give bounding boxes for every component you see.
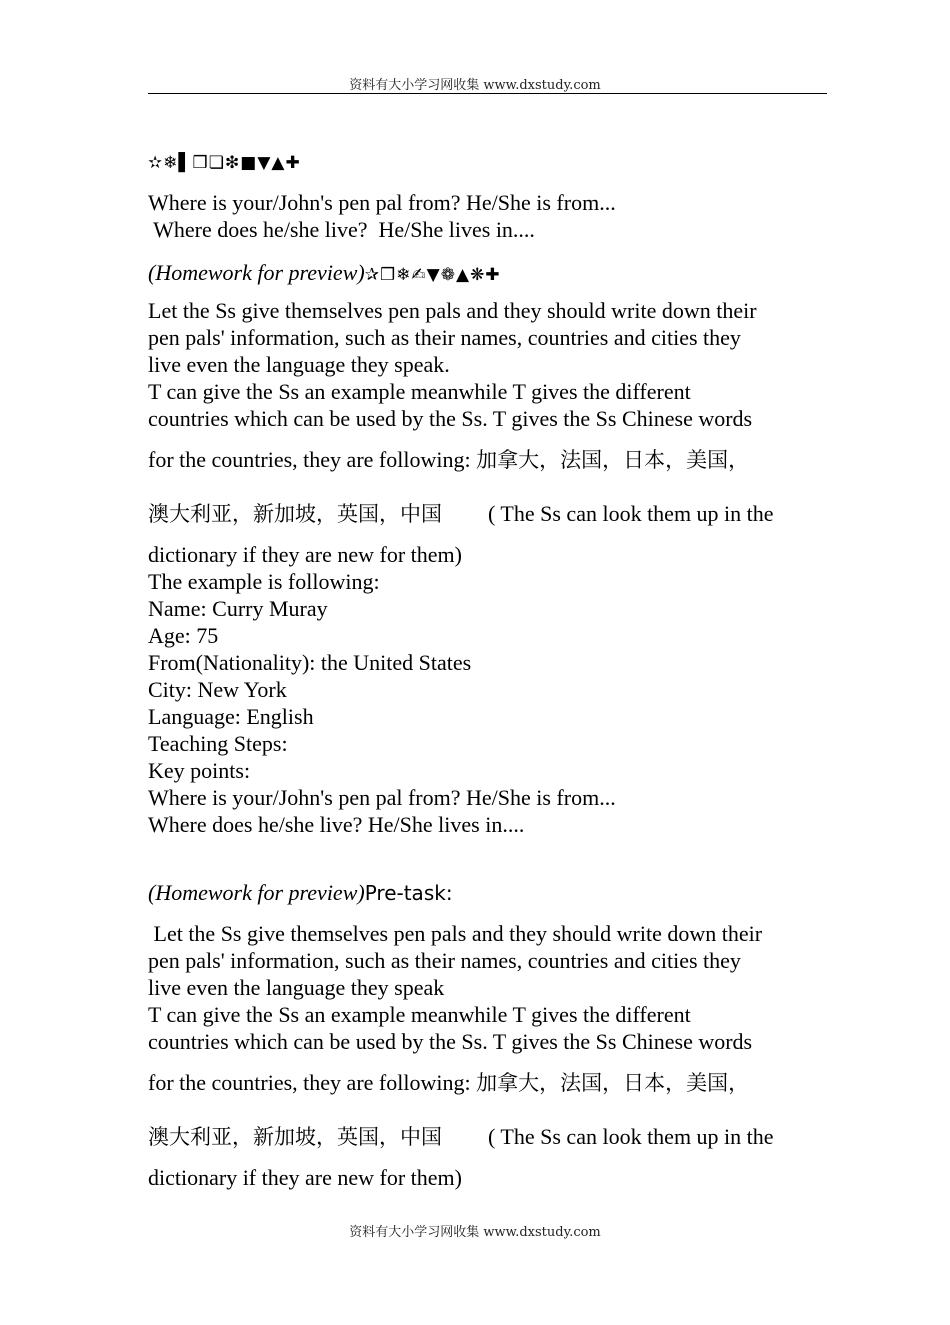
paragraph-line: T can give the Ss an example meanwhile T gives the different xyxy=(148,1002,691,1027)
paragraph-line: countries which can be used by the Ss. T gives the Ss Chinese words xyxy=(148,406,753,431)
example-line: Where is your/John's pen pal from? He/She is from... xyxy=(148,785,616,810)
paragraph-line: Let the Ss give themselves pen pals and they should write down their xyxy=(148,298,757,323)
countries-chinese-a: 加拿大，法国，日本，美国， xyxy=(476,1071,750,1095)
homework-label: (Homework for preview) xyxy=(148,260,365,285)
header-divider xyxy=(148,93,827,94)
pretask-heading xyxy=(148,879,453,907)
lookup-note: ( The Ss can look them up in the xyxy=(488,1124,774,1149)
homework-label: (Homework for preview) xyxy=(148,880,365,905)
homework-symbols: ✰❒❄✍▼❁▲❋✚ xyxy=(364,265,501,285)
example-line: From(Nationality): the United States xyxy=(148,650,472,675)
lookup-note: ( The Ss can look them up in the xyxy=(488,501,774,526)
countries-line xyxy=(148,1069,749,1097)
paragraph-line: countries which can be used by the Ss. T gives the Ss Chinese words xyxy=(148,1029,753,1054)
countries-intro: for the countries, they are following: xyxy=(148,447,477,472)
paragraph-line: pen pals' information, such as their names, countries and cities they xyxy=(148,325,741,350)
example-line: Name: Curry Muray xyxy=(148,596,328,621)
page-header: 资料有大小学习网收集 www.dxstudy.com xyxy=(349,78,601,93)
paragraph-line: Let the Ss give themselves pen pals and they should write down their xyxy=(148,921,763,946)
countries-chinese-b: 澳大利亚，新加坡，英国，中国 xyxy=(148,502,442,526)
key-sentence-2: Where does he/she live? He/She lives in.... xyxy=(148,217,535,242)
example-line: Teaching Steps: xyxy=(148,731,288,756)
pretask-label: Pre-task: xyxy=(364,881,453,905)
homework-heading xyxy=(148,259,501,289)
countries-line-2 xyxy=(148,1123,442,1151)
key-sentence-1: Where is your/John's pen pal from? He/She is from... xyxy=(148,190,616,215)
example-line: Language: English xyxy=(148,704,314,729)
example-line: Where does he/she live? He/She lives in.... xyxy=(148,812,525,837)
paragraph-line: live even the language they speak. xyxy=(148,352,450,377)
dictionary-note: dictionary if they are new for them) xyxy=(148,1165,462,1190)
dictionary-note: dictionary if they are new for them) xyxy=(148,542,462,567)
symbol-heading: ✫❄▌❒❏❇■▼▲✚ xyxy=(148,153,301,173)
example-line: City: New York xyxy=(148,677,287,702)
paragraph-line: live even the language they speak xyxy=(148,975,445,1000)
example-line: Age: 75 xyxy=(148,623,219,648)
countries-chinese-b: 澳大利亚，新加坡，英国，中国 xyxy=(148,1125,442,1149)
paragraph-line: T can give the Ss an example meanwhile T gives the different xyxy=(148,379,691,404)
countries-line-2 xyxy=(148,500,442,528)
example-line: Key points: xyxy=(148,758,251,783)
page-footer: 资料有大小学习网收集 www.dxstudy.com xyxy=(349,1225,601,1240)
countries-chinese-a: 加拿大，法国，日本，美国， xyxy=(476,448,750,472)
countries-line xyxy=(148,446,749,474)
countries-intro: for the countries, they are following: xyxy=(148,1070,477,1095)
example-line: The example is following: xyxy=(148,569,380,594)
paragraph-line: pen pals' information, such as their names, countries and cities they xyxy=(148,948,741,973)
